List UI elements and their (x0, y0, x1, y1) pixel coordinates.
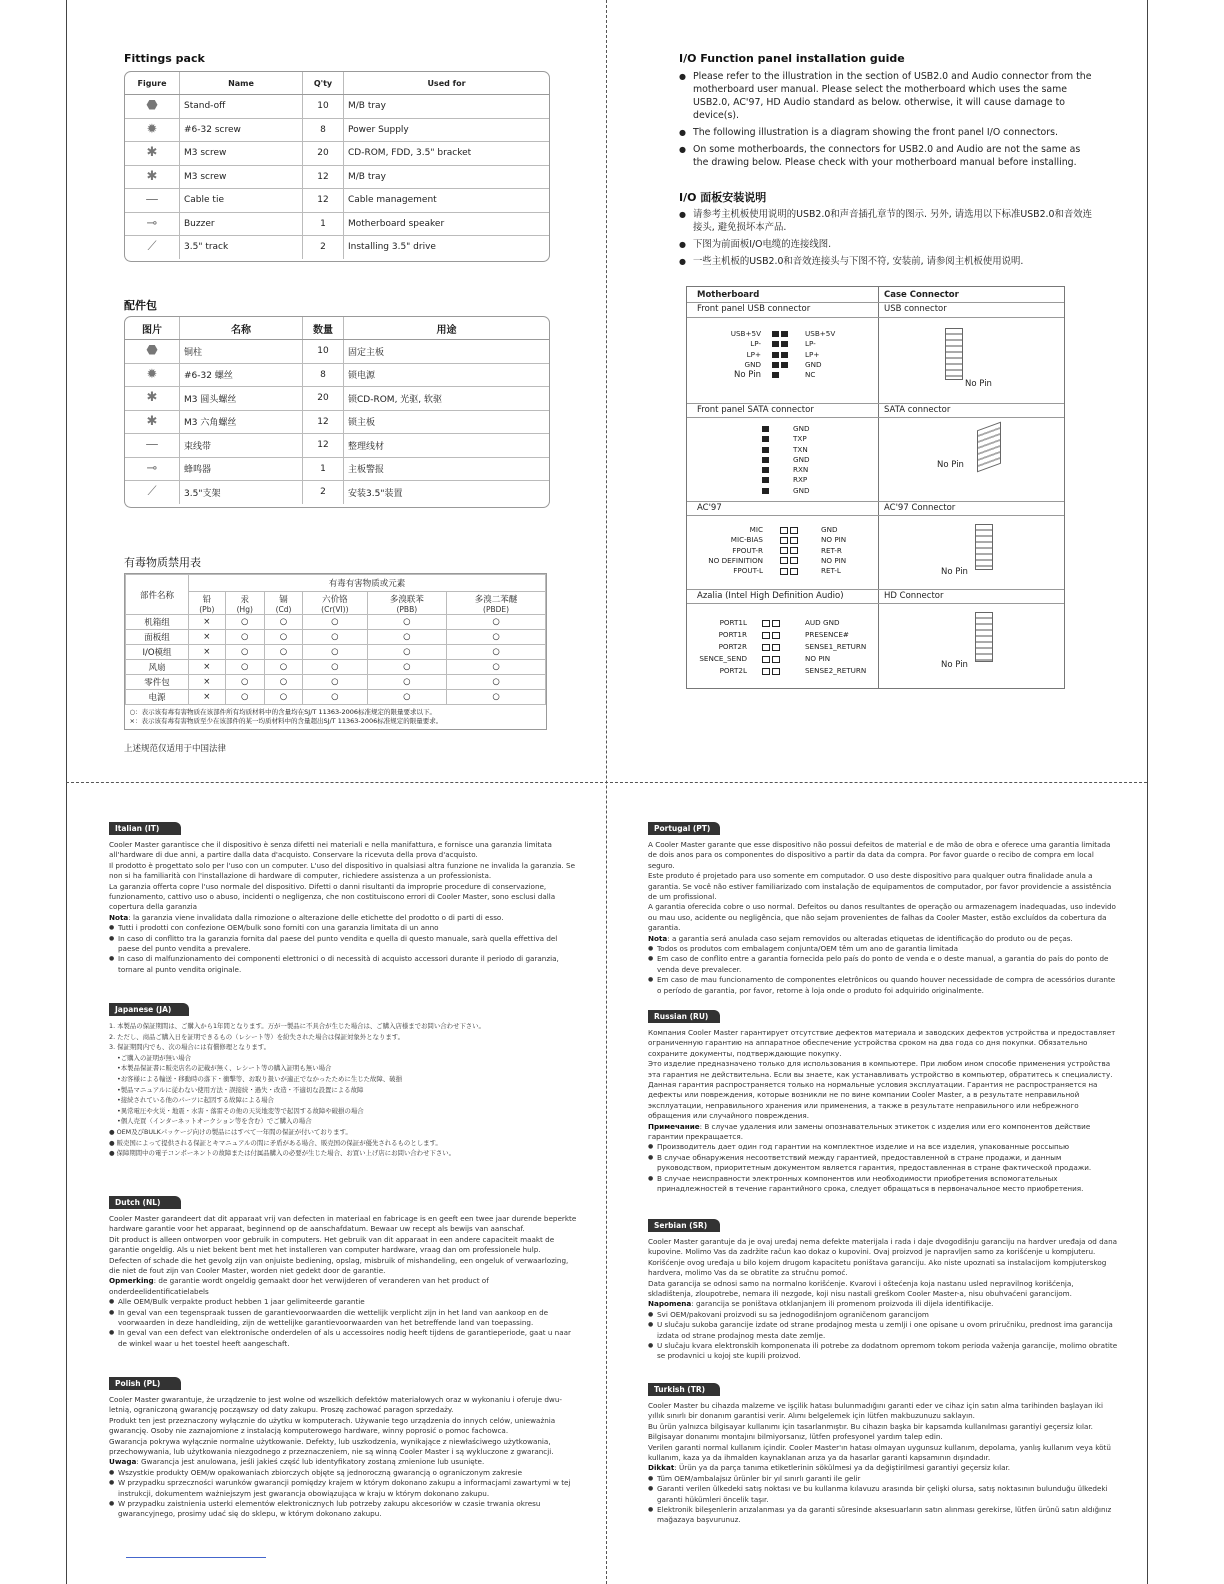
used-cell: 固定主板 (344, 340, 550, 364)
io-bullet: ● On some motherboards, the connectors for USB2.0 and Audio are not the same as the drawing below. Please check with your motherboard manual before installing. (679, 143, 1095, 169)
figure-cell (125, 118, 180, 142)
hazard-mark: × (189, 660, 226, 675)
col-qty: Q'ty (303, 72, 344, 95)
hazard-mark: ○ (447, 675, 546, 690)
hazard-mark: ○ (225, 645, 264, 660)
hazard-mark: ○ (303, 690, 367, 705)
hd-right-pins: AUD GND PRESENCE# SENSE1_RETURN NO PIN SENSE2_RETURN (805, 618, 867, 675)
hd-connector-icon (975, 612, 993, 662)
io-guide-bullets-cn (679, 208, 1095, 272)
hazard-mark: ○ (225, 630, 264, 645)
section-label: Turkish (TR) (648, 1383, 720, 1396)
hazard-element-header: 铅 (Pb) (189, 592, 226, 615)
figure-cell (125, 481, 180, 504)
hazard-mark: ○ (303, 675, 367, 690)
hazard-mark: ○ (303, 660, 367, 675)
col-cn-qty: 数量 (303, 317, 344, 340)
hazard-row (126, 675, 546, 690)
sata-case-label: SATA connector (884, 405, 951, 415)
hazard-mark: ○ (367, 630, 447, 645)
warranty-italian (109, 822, 579, 975)
section-label: Dutch (NL) (109, 1196, 181, 1209)
table-row (125, 212, 549, 236)
figure-cell (125, 165, 180, 189)
qty-cell: 12 (303, 434, 344, 458)
section-text: Cooler Master garandeert dat dit apparaat vrij van defecten in materiaal en fabricage is en geeft een twee jaar durende beperkte hardware garantie voor het apparaat, beginnend op de aanschafdatum. Bewaar uw recept als bewijs van aanschaf. Dit product is alleen ontworpen voor gebruik in computers. Het gebruik van dit apparaat in een andere capaciteit maakt de garantie ongeldig. Als u niet bekent bent met het installeren van computer hardware, vraag dan om professionele hulp. Defecten of schade die het gevolg zijn van onjuiste bediening, opslag, misbruik of mishandeling, een ongeluk of verwaarlozing, die niet de fout zijn van Cooler Master, worden niet gedekt door de garantie. Opmerking: de garantie wordt ongeldig gemaakt door het verwijderen of veranderen van het product of onderdeelidentificatielabels ● Alle OEM/Bulk verpakte product hebben 1 jaar gelimiteerde garantie ● In geval van een tegenspraak tussen de garantievoorwaarden die wettelijk verplicht zijn in het land van aankoop en de voorwaarden in deze handleiding, zijn de wettelijke garantievoorwaarden van het betreffende land van toepassing. ● In geval van een defect van elektronische onderdelen of als u accessoires nodig heeft tijdens de garantieperiode, gaat u naar de winkel waar u het toestel heeft aangeschaft. (109, 1214, 579, 1349)
hazard-mark: ○ (264, 615, 302, 630)
usb-pin-header (771, 329, 789, 380)
ac97-pin-header (779, 525, 799, 576)
io-subdivider (687, 603, 1064, 604)
hazard-part-header: 部件名称 (126, 575, 189, 615)
hd-left-pins: PORT1L PORT1R PORT2R SENCE_SEND PORT2L (699, 618, 747, 675)
col-used-for: Used for (344, 72, 550, 95)
section-text: 1. 本製品の保証期間は、ご購入から1年間となります。万が一製品に不具合が生じた場合は、ご購入店様までお問い合わせ下さい。 2. ただし、商品ご購入日を証明できるもの（レシート等）を紛失された場合は保証対象外となります。 3. 保証期間内でも、次の場合には有償修理となります。 •ご購入の証明が無い場合 •本製品保証書に販売店名の記載が無く、レシート等の購入証明も無い場合 •お客様による輸送・移動時の落下・衝撃等、お取り扱いが適正でなかったために生じた故障、破損 •製品マニュアルに従わない使用方法・誤接続・過失・改造・不適切な設置による故障 •接続されている他のパーツに起因する故障による場合 •異常電圧や火災・地震・水害・落雷その他の天災地変等で起因する故障や破損の場合 •個人売買（インターネットオークション等を含む）でご購入の場合 ● OEM及びBULKパッケージ向けの製品にはすべて一年間の保証が付いております。 ● 販売国によって提供される保証とキマニュアルの間に矛盾がある場合、販売国の保証が優先されるものとします。 ● 保障期間中の電子コンポーネントの故障または付属品購入の必要が生じた場合、お買い上げ店にお問い合わせ下さい。 (109, 1022, 485, 1158)
hazard-element-header: 汞 (Hg) (225, 592, 264, 615)
hazard-mark: ○ (447, 630, 546, 645)
io-guide-bullets (679, 70, 1095, 173)
hd-mb-label: Azalia (Intel High Definition Audio) (697, 591, 844, 601)
part-icon: ✱ (146, 390, 158, 406)
part-icon: ⊸ (146, 460, 158, 476)
hazard-mark: ○ (447, 615, 546, 630)
sata-right-pins: GND TXP TXN GND RXN RXP GND (793, 424, 810, 495)
used-cell: 锁电源 (344, 363, 550, 387)
usb-case-label: USB connector (884, 304, 947, 314)
io-section-ac97 (687, 501, 1064, 590)
name-cell: 束线带 (180, 434, 303, 458)
table-row (125, 236, 549, 259)
fittings-cn-table (124, 316, 550, 508)
ac97-left-pins: MIC MIC-BIAS FPOUT-R NO DEFINITION FPOUT-L (708, 525, 763, 576)
ac97-mb-label: AC'97 (697, 503, 722, 513)
name-cell: M3 六角螺丝 (180, 410, 303, 434)
warranty-turkish (648, 1383, 1118, 1526)
io-subdivider (687, 317, 1064, 318)
io-bullet-cn: ● 一些主机板的USB2.0和音效连接头与下图不符, 安装前, 请参阅主机板使用说明. (679, 255, 1095, 268)
qty-cell: 12 (303, 410, 344, 434)
hazard-mark: ○ (264, 690, 302, 705)
hazard-mark: ○ (264, 660, 302, 675)
table-row (125, 340, 549, 364)
part-icon: ⬣ (146, 343, 158, 359)
hazard-mark: ○ (225, 690, 264, 705)
io-col-motherboard: Motherboard (697, 290, 760, 300)
fittings-cn-title: 配件包 (124, 299, 157, 312)
screw-icon: ✹ (146, 121, 158, 137)
name-cell: 3.5" track (180, 236, 303, 259)
section-text: Cooler Master garantisce che il dispositivo è senza difetti nei materiali e nella manifattura, e fornisce una garanzia limitata all'hardware di due anni, a partire dalla data d'acquisto. Conservare la ricevuta della prova d'acquisto. Il prodotto è progettato solo per l'uso con un computer. L'uso del dispositivo in qualsiasi altra funzione ne invalida la garanzia. Se non si ha familiarità con l'installazione di hardware di computer, richiedere assistenza a un professionista. La garanzia offerta copre l'uso normale del dispositivo. Difetti o danni risultanti da improprie procedure di conservazione, funzionamento, cattivo uso o abuso, incidenti o negligenza, che non costituiscono errori di Cooler Master, sono esclusi dalla copertura della garanzia Nota: la garanzia viene invalidata dalla rimozione o alterazione delle etichette del prodotto o di parti di esso. ● Tutti i prodotti con confezione OEM/bulk sono forniti con una garanzia limitata di un anno ● In caso di conflitto tra la garanzia fornita dal paese del punto vendita e quella di questo manuale, sarà quella effettiva del paese del punto vendita a prevalere. ● In caso di malfunzionamento dei componenti elettronici o di necessità di acquisto accessori durante il periodo di garanzia, tornare al punto vendita originale. (109, 840, 579, 975)
warranty-polish (109, 1377, 579, 1520)
hazard-mark: × (189, 615, 226, 630)
sata-connector-icon (977, 422, 1001, 473)
hazard-mark: ○ (264, 675, 302, 690)
hazard-part: 风扇 (126, 660, 189, 675)
table-row (125, 410, 549, 434)
io-bullet-cn: ● 下图为前面板I/O电缆的连接线图. (679, 238, 1095, 251)
io-subdivider (687, 515, 1064, 516)
usb-right-pins: USB+5V LP- LP+ GND NC (805, 329, 836, 380)
hazard-part: 电源 (126, 690, 189, 705)
figure-cell (125, 236, 180, 259)
warranty-japanese (109, 1003, 579, 1159)
table-row (125, 95, 549, 119)
qty-cell: 2 (303, 236, 344, 259)
section-label: Japanese (JA) (109, 1003, 189, 1016)
table-row (125, 363, 549, 387)
section-text: A Cooler Master garante que esse dispositivo não possui defeitos de material e de mão de obra e oferece uma garantia limitada de dois anos para os componentes do dispositivo a partir da data da compra. Por favor guarde o recibo de compra em local seguro. Este produto é projetado para uso somente em computador. O uso deste dispositivo para qualquer outra finalidade anula a garantia. Se você não estiver familiarizado com instalação de equipamentos de computador, por favor providencie a assistência de um profissional. A garantia oferecida cobre o uso normal. Defeitos ou danos resultantes de operação ou armazenagem inadequadas, uso indevido ou mau uso, acidente ou negligência, que não sejam provenientes de falhas da Cooler Master, estão excluídos da cobertura da garantia. Nota: a garantia será anulada caso sejam removidos ou alteradas etiquetas de identificação do produto ou de peças. ● Todos os produtos com embalagem conjunta/OEM têm um ano de garantia limitada ● Em caso de conflito entre a garantia fornecida pelo país do ponto de venda e o deste manual, a garantia do país do ponto de venda deve prevalecer. ● Em caso de mau funcionamento de componentes eletrônicos ou quando houver necessidade de compra de acessórios durante o período de garantia, por favor, retorne à loja onde o produto foi adquirido originalmente. (648, 840, 1118, 996)
io-connector-table (686, 286, 1065, 689)
screw-icon: ✱ (146, 145, 158, 161)
part-icon: ✱ (146, 413, 158, 429)
hazard-mark: ○ (264, 630, 302, 645)
center-fold-line (606, 0, 607, 1584)
hazard-part: 零件包 (126, 675, 189, 690)
col-name: Name (180, 72, 303, 95)
screw-icon: ✱ (146, 168, 158, 184)
hazard-element-header: 多溴联苯 (PBB) (367, 592, 447, 615)
ac97-case-label: AC'97 Connector (884, 503, 956, 513)
qty-cell: 20 (303, 387, 344, 411)
usb-connector-icon (945, 328, 963, 380)
io-guide-title: I/O Function panel installation guide (679, 52, 905, 65)
part-icon: ✹ (146, 366, 158, 382)
hazard-mark: ○ (225, 615, 264, 630)
warranty-russian (648, 1010, 1118, 1195)
hazard-mark: × (189, 690, 226, 705)
used-cell: 整理线材 (344, 434, 550, 458)
name-cell: #6-32 screw (180, 118, 303, 142)
warranty-dutch (109, 1196, 579, 1349)
io-subdivider (687, 417, 1064, 418)
col-cn-name: 名称 (180, 317, 303, 340)
figure-cell (125, 212, 180, 236)
warranty-portugal (648, 822, 1118, 996)
table-row (125, 481, 549, 504)
section-label: Portugal (PT) (648, 822, 720, 835)
hazard-table (124, 573, 547, 730)
qty-cell: 10 (303, 95, 344, 119)
usb-left-pins: USB+5V LP- LP+ GND No Pin (730, 329, 761, 381)
name-cell: 铜柱 (180, 340, 303, 364)
hazard-mark: ○ (225, 660, 264, 675)
hazard-group-header: 有毒有害物质或元素 (189, 575, 546, 592)
footer-underline (126, 1557, 266, 1558)
hazard-element-header: 多溴二苯醚 (PBDE) (447, 592, 546, 615)
hazard-mark: ○ (447, 690, 546, 705)
section-label: Polish (PL) (109, 1377, 181, 1390)
used-cell: 锁CD-ROM, 光驱, 软驱 (344, 387, 550, 411)
figure-cell (125, 340, 180, 364)
section-label: Serbian (SR) (648, 1219, 720, 1232)
used-cell: Motherboard speaker (344, 212, 550, 236)
qty-cell: 20 (303, 142, 344, 166)
fittings-table (124, 71, 550, 262)
sata-nopin-label: No Pin (937, 460, 964, 470)
table-row (125, 189, 549, 213)
hd-pin-header (761, 617, 781, 677)
hazard-row (126, 645, 546, 660)
section-text: Компания Cooler Master гарантирует отсутствие дефектов материала и заводских дефектов устройства и предоставляет ограниченную гарантию на аппаратное обеспечение устройства сроком на два года со дня покупки. Обязательно сохраните документы, подтверждающие покупку. Это изделие предназначено только для использования в компьютере. При любом ином способе применения устройства эта гарантия не действительна. Если вы знаете, как устанавливать устройство в компьютер, обратитесь к специалисту. Данная гарантия распространяется только на нормальные условия эксплуатации. Гарантия не распространяется на дефекты или повреждения, которые возникли не по вине компании Cooler Master, а в результате неправильной эксплуатации, неправильного хранения или применения, а также в результате неправильного или небрежного обращения или случайного повреждения. Примечание: В случае удаления или замены опознавательных этикеток с изделия или его компонентов действие гарантии прекращается. ● Производитель дает один год гарантии на комплектное изделие и на все изделия, упакованные россыпью ● В случае обнаружения несоответствий между гарантией, предоставленной в стране продажи, и данным руководством, приоритетным документом является гарантия, предоставленная в стране фактической продажи. ● В случае неисправности электронных компонентов или необходимости приобретения вспомогательных принадлежностей в течение гарантийного срока, следует обращаться в первоначальное место приобретения. (648, 1028, 1118, 1195)
used-cell: 主板警报 (344, 457, 550, 481)
figure-cell (125, 363, 180, 387)
hazard-mark: ○ (225, 675, 264, 690)
io-bullet: ● The following illustration is a diagram showing the front panel I/O connectors. (679, 126, 1095, 139)
hazard-mark: ○ (367, 645, 447, 660)
table-row (125, 118, 549, 142)
figure-cell (125, 95, 180, 119)
hazard-mark: ○ (367, 675, 447, 690)
io-col-case: Case Connector (884, 290, 959, 300)
name-cell: M3 screw (180, 165, 303, 189)
hazard-mark: ○ (447, 660, 546, 675)
qty-cell: 12 (303, 189, 344, 213)
used-cell: 安装3.5"装置 (348, 488, 403, 499)
qty-cell: 8 (303, 363, 344, 387)
horizontal-fold-line (66, 782, 1147, 783)
used-cell: CD-ROM, FDD, 3.5" bracket (344, 142, 550, 166)
hazard-row (126, 630, 546, 645)
left-frame-line (66, 0, 67, 1584)
hd-case-label: HD Connector (884, 591, 944, 601)
used-cell: Cable management (344, 189, 550, 213)
used-cell: 锁主板 (344, 410, 550, 434)
hazard-mark: ○ (447, 645, 546, 660)
figure-cell (125, 189, 180, 213)
ac97-nopin-label: No Pin (941, 567, 968, 577)
fittings-title: Fittings pack (124, 52, 205, 65)
standoff-icon: ⬣ (146, 98, 158, 114)
name-cell: Cable tie (180, 189, 303, 213)
hazard-note-2: ×：表示该有毒有害物质至少在该部件的某一均质材料中的含量超出SJ/T 11363-2006标准规定的限量要求。 (129, 716, 443, 725)
hazard-part: 机箱组 (126, 615, 189, 630)
part-icon: — (145, 437, 159, 453)
hazard-mark: ○ (303, 630, 367, 645)
cable-tie-icon: — (145, 192, 159, 208)
buzzer-icon: ⊸ (146, 215, 158, 231)
ac97-right-pins: GND NO PIN RET-R NO PIN RET-L (821, 525, 847, 576)
hazard-mark: ○ (303, 645, 367, 660)
track-icon: ⟋ (147, 239, 157, 255)
hazard-mark: ○ (367, 690, 447, 705)
qty-cell: 8 (303, 118, 344, 142)
hazard-mark: × (189, 630, 226, 645)
section-text: Cooler Master gwarantuje, że urządzenie to jest wolne od wszelkich defektów materiałowych oraz w wykonaniu i oferuje dwu-letnią, ograniczoną gwarancję począwszy od daty zakupu. Proszę zachować paragon sprzedaży. Produkt ten jest przeznaczony wyłącznie do użytku w komputerach. Używanie tego urządzenia do innych celów, unieważnia gwarancję. Osoby nie zaznajomione z instalacją komputerowego hardware, winny poprosić o pomoc fachowca. Gwarancja pokrywa wyłącznie normalne użytkowanie. Defekty, lub uszkodzenia, wynikające z niewłaściwego użytkowania, przechowywania, lub użytkowania niezgodnego z przeznaczeniem, nie są winną Cooler Master i są wykluczone z gwarancji. Uwaga: Gwarancja jest anulowana, jeśli jakieś część lub identyfikatory zostaną zmienione lub usunięte. ● Wszystkie produkty OEM/w opakowaniach zbiorczych objęte są jednoroczną gwarancją o ograniczonym zakresie ● W przypadku sprzeczności warunków gwarancji pomiędzy krajem w którym dokonano zakupu a informacjami zawartymi w tej instrukcji, dokumentem ważniejszym jest gwarancja obowiązująca w kraju w którym dokonano zakupu. ● W przypadku zaistnienia usterki elementów elektronicznych lub potrzeby zakupu akcesoriów w czasie trwania okresu gwarancyjnego, prosimy udać się do sklepu, w którym dokonano zakupu. (109, 1395, 579, 1520)
io-section-usb (687, 302, 1064, 404)
hazard-element-header: 六价铬 (Cr(VI)) (303, 592, 367, 615)
hazard-part: I/O模组 (126, 645, 189, 660)
hazard-note-1: ○：表示该有毒有害物质在该部件所有均质材料中的含量均在SJ/T 11363-2006标准规定的限量要求以下。 (129, 708, 437, 716)
io-section-hd (687, 589, 1064, 689)
section-text: Cooler Master garantuje da je ovaj uređaj nema defekte materijala i rada i daje dvogodišnju garanciju na hardver uređaja od dana kupovine. Molimo Vas da zadržite račun kao dokaz o kupovini. Ovaj proizvod je napravljen samo za korišćenje u kompjuteru. Korišćenje ovog uređaja u bilo kojem drugom kapacitetu poništava garanciju. Ako niste upoznati sa instalacijom kompjuterskog hardvera, molimo Vas da se obratite za stručnu pomoć. Data garancija se odnosi samo na normalno korišćenje. Kvarovi i oštećenja koja nastanu usled nepravilnog korišćenja, skladištenja, zloupotrebe, nemara ili nezgode, koji nisu nastali greškom Cooler Master-a, nisu obuhvaćeni garancijom. Napomena: garancija se poništava otklanjanjem ili promenom proizvoda ili dijela identifikacije. ● Svi OEM/pakovani proizvodi su sa jednogodišnjom ograničenom garancijom ● U slučaju sukoba garancije izdate od strane prodajnog mesta u zemlji i one opisane u ovom priručniku, prednost ima garancija izdata od strane prodajnog mesta date zemlje. ● U slučaju kvara elektronskih komponenata ili potrebe za dodatnom opremom tokom perioda važenja garancije, molimo obratite se prodavnici u kojoj ste kupili proizvod. (648, 1237, 1118, 1362)
qty-cell: 12 (303, 165, 344, 189)
hazard-footer: 上述规范仅适用于中国法律 (124, 744, 227, 754)
table-row (125, 434, 549, 458)
table-row (125, 457, 549, 481)
col-figure: Figure (125, 72, 180, 95)
section-label: Italian (IT) (109, 822, 181, 835)
hazard-element-header: 镉 (Cd) (264, 592, 302, 615)
hazard-title: 有毒物质禁用表 (124, 556, 201, 569)
hazard-row (126, 615, 546, 630)
used-cell: Installing 3.5" drive (348, 242, 436, 253)
figure-cell (125, 434, 180, 458)
name-cell: M3 圆头螺丝 (180, 387, 303, 411)
used-cell: Power Supply (344, 118, 550, 142)
part-icon: ⟋ (147, 484, 157, 500)
hazard-mark: ○ (264, 645, 302, 660)
name-cell: M3 screw (180, 142, 303, 166)
hazard-mark: × (189, 645, 226, 660)
table-row (125, 142, 549, 166)
col-cn-used: 用途 (344, 317, 550, 340)
hazard-row (126, 690, 546, 705)
used-cell: M/B tray (344, 95, 550, 119)
section-label: Russian (RU) (648, 1010, 720, 1023)
name-cell: 蜂鸣器 (180, 457, 303, 481)
hazard-mark: ○ (367, 660, 447, 675)
qty-cell: 10 (303, 340, 344, 364)
warranty-serbian (648, 1219, 1118, 1362)
io-section-sata (687, 403, 1064, 502)
usb-nopin-label: No Pin (965, 379, 992, 389)
hazard-mark: ○ (367, 615, 447, 630)
name-cell: Stand-off (180, 95, 303, 119)
qty-cell: 1 (303, 212, 344, 236)
usb-mb-label: Front panel USB connector (697, 304, 811, 314)
table-row (125, 387, 549, 411)
figure-cell (125, 457, 180, 481)
io-bullet: ● Please refer to the illustration in the section of USB2.0 and Audio connector from the motherboard user manual. Please select the motherboard which uses the same USB2.0, AC'97, HD Audio standard as below. otherwise, it will cause damage to device(s). (679, 70, 1095, 122)
right-frame-line (1147, 0, 1148, 1584)
name-cell: 3.5"支架 (180, 481, 303, 504)
hazard-row (126, 660, 546, 675)
used-cell: M/B tray (344, 165, 550, 189)
name-cell: Buzzer (180, 212, 303, 236)
hd-nopin-label: No Pin (941, 660, 968, 670)
io-bullet-cn: ● 请参考主机板使用说明的USB2.0和声音插孔章节的图示. 另外, 请选用以下标准USB2.0和音效连接头, 避免损坏本产品. (679, 208, 1095, 234)
qty-cell: 1 (303, 457, 344, 481)
figure-cell (125, 142, 180, 166)
name-cell: #6-32 螺丝 (180, 363, 303, 387)
qty-cell: 2 (303, 481, 344, 504)
hazard-mark: × (189, 675, 226, 690)
col-cn-figure: 图片 (125, 317, 180, 340)
figure-cell (125, 387, 180, 411)
hazard-mark: ○ (303, 615, 367, 630)
ac97-connector-icon (975, 524, 993, 570)
figure-cell (125, 410, 180, 434)
io-guide-title-cn: I/O 面板安装说明 (679, 191, 767, 204)
section-text: Cooler Master bu cihazda malzeme ve işçilik hatası bulunmadığını garanti eder ve cihaz için satın alma tarihinden başlayan iki yıllık sınırlı bir donanım garantisi verir. Alımı belgelemek için lütfen makbuzunuzu saklayın. Bu ürün yalnızca bilgisayar kullanımı için tasarlanmıştır. Bu cihazın başka bir kapsamda kullanılması garantiyi geçersiz kılar. Bilgisayar donanımı montajını bilmiyorsanız, lütfen profesyonel yardım talep edin. Verilen garanti normal kullanım içindir. Cooler Master'ın hatası olmayan uygunsuz kullanım, depolama, yanlış kullanım veya kötü kullanım, kaza ya da ihmalden kaynaklanan arıza ya da hasarlar garanti kapsamının dışındadır. Dikkat: Ürün ya da parça tanıma etiketlerinin sökülmesi ya da değiştirilmesi garantiyi geçersiz kılar. ● Tüm OEM/ambalajsız ürünler bir yıl sınırlı garanti ile gelir ● Garanti verilen ülkedeki satış noktası ve bu kullanma kılavuzu arasında bir çelişki olursa, satış noktasının bulunduğu ülkedeki garanti hükümleri öncelik taşır. ● Elektronik bileşenlerin arızalanması ya da garanti süresinde aksesuarların satın alınması gerekirse, lütfen ürünü satın aldığınız mağazaya başvurunuz. (648, 1401, 1118, 1526)
sata-mb-label: Front panel SATA connector (697, 405, 814, 415)
table-row (125, 165, 549, 189)
hazard-part: 面板组 (126, 630, 189, 645)
sata-pin-header (761, 424, 770, 496)
